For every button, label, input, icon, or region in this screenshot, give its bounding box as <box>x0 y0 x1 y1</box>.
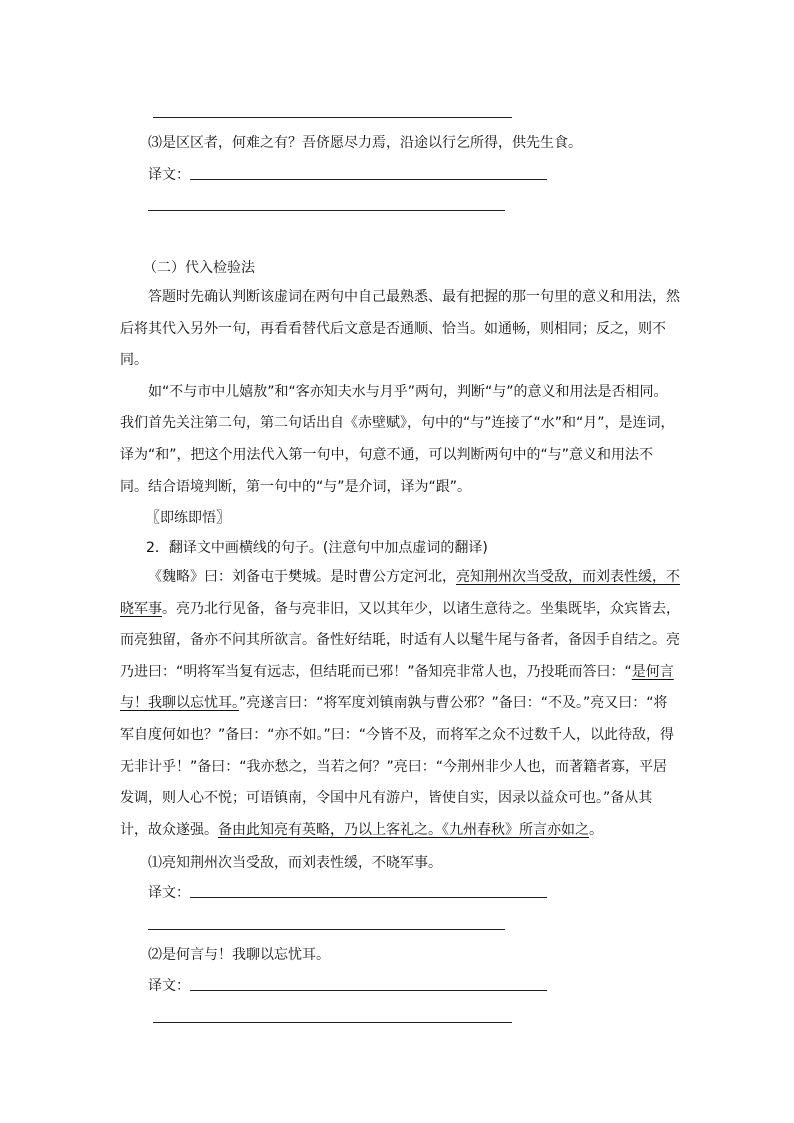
underlined-sentence-2: 是何言与！我聊以忘忧耳。 <box>120 663 674 712</box>
section-body <box>120 282 680 503</box>
section-heading: （二）代入检验法 <box>143 260 255 276</box>
question-3-prompt: ⑶是区区者，何难之有？吾侪愿尽力焉，沿途以行乞所得，供先生食。 <box>148 135 582 151</box>
section-paragraph-1: 答题时先确认判断该虚词在两句中自己最熟悉、最有把握的那一句里的意义和用法，然后将其代入另外一句，再看看替代后文意是否通顺、恰当。如通畅，则相同；反之，则不同。 <box>120 289 680 369</box>
item-2-answer-line-2[interactable] <box>153 1022 512 1023</box>
item-2-translation-label: 译文： <box>148 978 190 994</box>
section-paragraph-2: 如“不与市中儿嬉敖”和“客亦知夫水与月乎”两句，判断“与”的意义和用法是否相同。我们首先关注第二句，第二句话出自《赤壁赋》，句中的“与”连接了“水”和“月”，是连词，译为“和”，把这个用法代入第一句中，句意不通，可以判断两句中的“与”意义和用法不同。结合语境判断，第一句中的“与”是介词，译为“跟”。 <box>120 383 675 495</box>
underlined-sentence-1: 亮知荆州次当受敌，而刘表性缓，不晓军事 <box>120 569 680 617</box>
practice-heading: 〖即练即悟〗 <box>146 510 230 526</box>
item-1-answer-line-2[interactable] <box>148 929 505 930</box>
item-2-answer-line-1[interactable] <box>190 990 547 991</box>
item-1-translation-label: 译文： <box>148 885 190 901</box>
underlined-sentence-3: 备由此知亮有英略，乃以上客礼之。《九州春秋》所言亦如之 <box>218 821 589 838</box>
passage-text-3: ”亮遂言曰：“将军度刘镇南孰与曹公邪？”备曰：“不及。”亮又曰：“将军自度何如也？”备曰：“亦不如。”曰：“今皆不及，而将军之众不过数千人，以此待敌，得无非计乎！”备曰：“我亦愁之，当若之何？”亮曰：“今荆州非少人也，而著籍者寡，平居发调，则人心不悦；可语镇南，令国中凡有游户，皆使自实，因录以益众可也。”备从其计，故众遂强。 <box>120 695 675 838</box>
answer-line-top[interactable] <box>153 117 512 118</box>
passage-paragraph <box>120 562 680 846</box>
question-3-answer-line-1[interactable] <box>190 179 547 180</box>
passage-text-4: 。 <box>589 821 603 838</box>
question-3-translation-label: 译文： <box>148 167 190 183</box>
passage-text-2: 。亮乃北行见备，备与亮非旧，又以其年少，以诸生意待之。坐集既毕，众宾皆去，而亮独留，备亦不问其所欲言。备性好结毦，时适有人以髦牛尾与备者，备因手自结之。亮乃进曰：“明将军当复有远志，但结毦而已邪！”备知亮非常人也，乃投毦而答曰：“ <box>120 600 680 680</box>
item-1-answer-line-1[interactable] <box>190 897 547 898</box>
passage-text-1: 《魏略》曰：刘备屯于樊城。是时曹公方定河北， <box>148 569 456 585</box>
practice-instruction: 2．翻译文中画横线的句子。(注意句中加点虚词的翻译) <box>146 540 488 556</box>
question-3-answer-line-2[interactable] <box>148 210 505 211</box>
practice-passage <box>120 562 680 846</box>
item-2-prompt: ⑵是何言与！我聊以忘忧耳。 <box>148 947 330 963</box>
item-1-prompt: ⑴亮知荆州次当受敌，而刘表性缓，不晓军事。 <box>148 855 442 871</box>
